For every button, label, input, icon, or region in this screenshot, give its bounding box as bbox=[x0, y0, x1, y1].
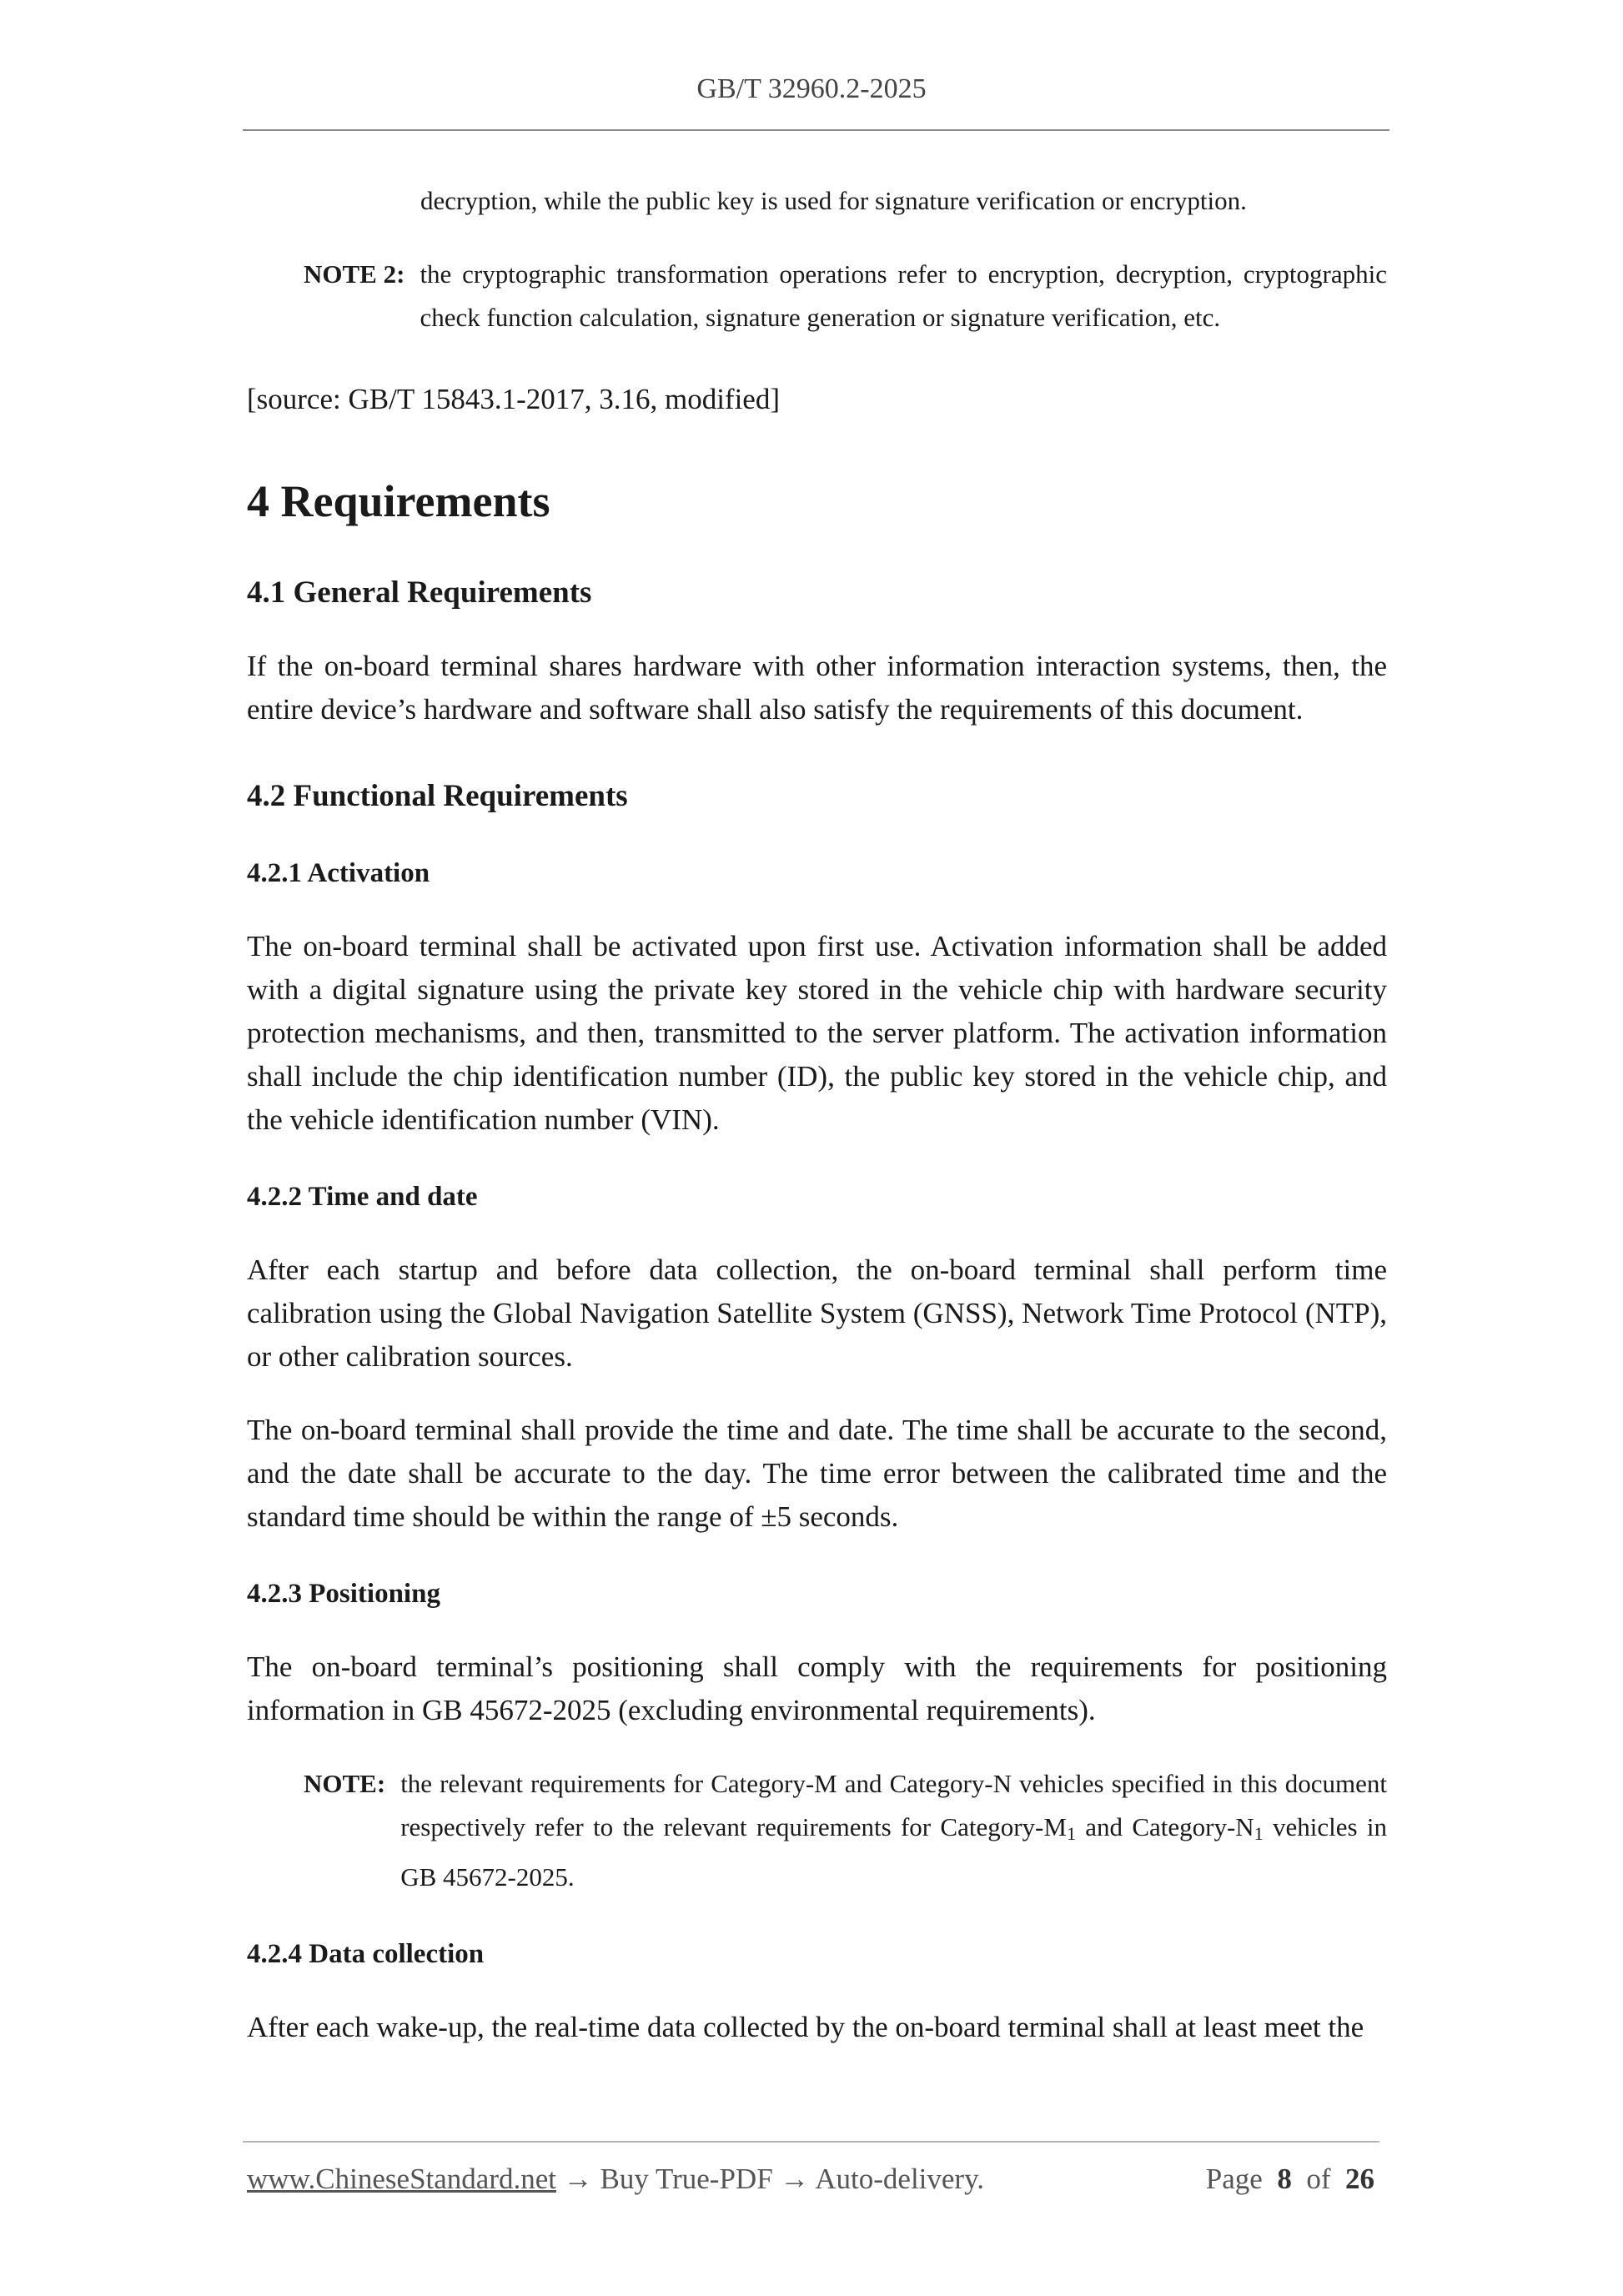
header-divider bbox=[243, 129, 1389, 131]
section-4-2-4-heading: 4.2.4 Data collection bbox=[247, 1939, 485, 1969]
section-4-2-2-heading: 4.2.2 Time and date bbox=[247, 1182, 478, 1212]
positioning-note-text bbox=[385, 1762, 1387, 1899]
page-word: Page bbox=[1205, 2163, 1263, 2195]
source-reference: [source: GB/T 15843.1-2017, 3.16, modified] bbox=[247, 383, 780, 415]
total-pages-number: 26 bbox=[1345, 2163, 1374, 2195]
arrow-right-icon: → bbox=[780, 2163, 810, 2195]
auto-delivery-text: Auto-delivery. bbox=[815, 2163, 985, 2195]
section-4-1-heading: 4.1 General Requirements bbox=[247, 575, 592, 610]
current-page-number: 8 bbox=[1277, 2163, 1292, 2195]
positioning-note bbox=[247, 1762, 1387, 1899]
section-4-2-4-paragraph: After each wake-up, the real-time data collected by the on-board terminal shall at least meet the bbox=[247, 2011, 1364, 2043]
note-2 bbox=[247, 253, 1387, 339]
footer-divider bbox=[243, 2141, 1379, 2143]
note-2-text: the cryptographic transformation operations refer to encryption, decryption, cryptographic check function calculation, signature generation or signature verification, etc. bbox=[420, 259, 1387, 332]
footer-promo bbox=[247, 2163, 984, 2196]
definition-continuation: decryption, while the public key is used for signature verification or encryption. bbox=[420, 186, 1247, 215]
section-4-2-1-heading: 4.2.1 Activation bbox=[247, 858, 430, 888]
section-4-2-2-paragraph-1: After each startup and before data collection, the on-board terminal shall perform time calibration using the Global Navigation Satellite System (GNSS), Network Time Protocol (NTP), or other calibration sources. bbox=[247, 1254, 1387, 1373]
buy-pdf-text: Buy True-PDF bbox=[600, 2163, 773, 2195]
running-header: GB/T 32960.2-2025 bbox=[696, 73, 927, 104]
positioning-note-subscript-2: 1 bbox=[1254, 1823, 1264, 1844]
section-4-heading: 4 Requirements bbox=[247, 476, 550, 526]
page-indicator bbox=[1206, 2163, 1374, 2196]
website-link[interactable]: www.ChineseStandard.net bbox=[247, 2163, 556, 2195]
positioning-note-part-2: and Category-N bbox=[1075, 1812, 1254, 1841]
section-4-2-3-paragraph: The on-board terminal’s positioning shall comply with the requirements for positioning information in GB 45672-2025 (excluding environmental requirements). bbox=[247, 1650, 1387, 1726]
positioning-note-subscript-1: 1 bbox=[1066, 1823, 1076, 1844]
positioning-note-part-3: vehicles in GB 45672-2025. bbox=[400, 1812, 1387, 1892]
section-4-2-2-paragraph-2: The on-board terminal shall provide the time and date. The time shall be accurate to the second, and the date shall be accurate to the day. The time error between the calibrated time and the standard time should be within the range of ±5 seconds. bbox=[247, 1414, 1387, 1533]
section-4-2-heading: 4.2 Functional Requirements bbox=[247, 779, 628, 813]
positioning-note-label: NOTE: bbox=[304, 1769, 386, 1798]
section-4-2-3-heading: 4.2.3 Positioning bbox=[247, 1579, 440, 1609]
section-4-2-1-paragraph: The on-board terminal shall be activated upon first use. Activation information shall be added with a digital signature using the private key stored in the vehicle chip with hardware security protection mechanisms, and then, transmitted to the server platform. The activation information shall include the chip identification number (ID), the public key stored in the vehicle chip, and the vehicle identification number (VIN). bbox=[247, 930, 1387, 1136]
section-4-1-paragraph: If the on-board terminal shares hardware with other information interaction systems, then, the entire device’s hardware and software shall also satisfy the requirements of this document. bbox=[247, 650, 1387, 726]
arrow-right-icon: → bbox=[563, 2163, 593, 2195]
positioning-note-part-1: the relevant requirements for Category-M and Category-N vehicles specified in this document respectively refer to the relevant requirements for Category-M bbox=[400, 1769, 1387, 1841]
of-word: of bbox=[1306, 2163, 1331, 2195]
document-body bbox=[247, 179, 1387, 2049]
note-2-label: NOTE 2: bbox=[304, 259, 405, 289]
